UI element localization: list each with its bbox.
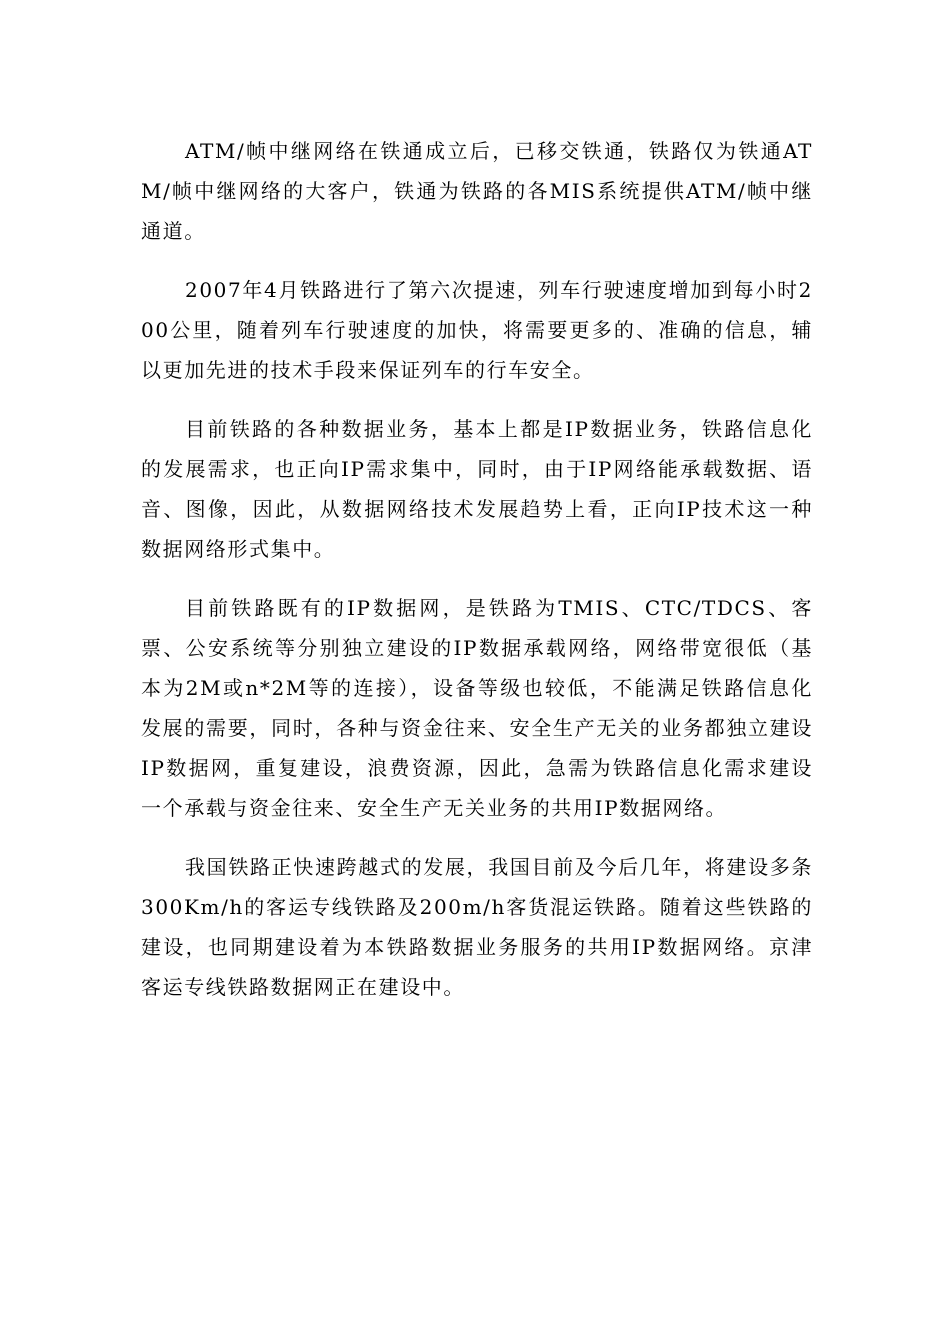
document-body bbox=[141, 131, 813, 1026]
paragraph-existing-ip-network: 目前铁路既有的IP数据网，是铁路为TMIS、CTC/TDCS、客票、公安系统等分别独立建设的IP数据承载网络，网络带宽很低（基本为2M或n*2M等的连接），设备等级也较低，不能满足铁路信息化发展的需要，同时，各种与资金往来、安全生产无关的业务都独立建设IP数据网，重复建设，浪费资源，因此，急需为铁路信息化需求建设一个承载与资金往来、安全生产无关业务的共用IP数据网络。 bbox=[141, 596, 813, 820]
paragraph-railway-development: 我国铁路正快速跨越式的发展，我国目前及今后几年，将建设多条300Km/h的客运专线铁路及200m/h客货混运铁路。随着这些铁路的建设，也同期建设着为本铁路数据业务服务的共用IP数据网络。京津客运专线铁路数据网正在建设中。 bbox=[141, 855, 813, 999]
paragraph-speed-increase: 2007年4月铁路进行了第六次提速，列车行驶速度增加到每小时200公里，随着列车行驶速度的加快，将需要更多的、准确的信息，辅以更加先进的技术手段来保证列车的行车安全。 bbox=[141, 278, 813, 382]
paragraph-atm-frame-relay: ATM/帧中继网络在铁通成立后，已移交铁通，铁路仅为铁通ATM/帧中继网络的大客户，铁通为铁路的各MIS系统提供ATM/帧中继通道。 bbox=[141, 139, 813, 243]
paragraph-ip-services: 目前铁路的各种数据业务，基本上都是IP数据业务，铁路信息化的发展需求，也正向IP需求集中，同时，由于IP网络能承载数据、语音、图像，因此，从数据网络技术发展趋势上看，正向IP技术这一种数据网络形式集中。 bbox=[141, 417, 813, 561]
